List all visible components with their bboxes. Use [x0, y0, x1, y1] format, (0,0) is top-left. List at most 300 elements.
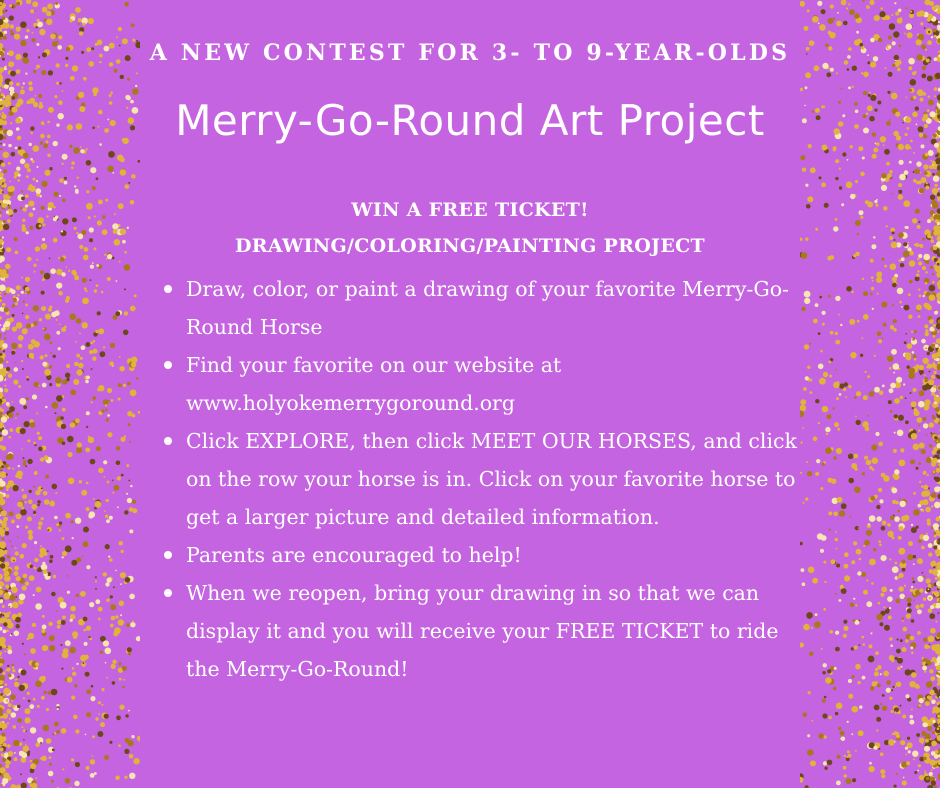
glitter-dot: [48, 107, 54, 113]
glitter-dot: [38, 447, 43, 452]
glitter-dot: [913, 354, 917, 358]
glitter-dot: [0, 285, 6, 292]
glitter-dot: [38, 526, 42, 530]
glitter-dot: [929, 422, 934, 427]
glitter-dot: [837, 428, 840, 431]
glitter-dot: [911, 652, 914, 655]
glitter-dot: [76, 232, 78, 234]
glitter-dot: [907, 603, 911, 607]
glitter-dot: [903, 777, 905, 779]
glitter-dot: [922, 666, 927, 671]
glitter-dot: [37, 166, 39, 168]
glitter-dot: [928, 609, 932, 613]
glitter-dot: [0, 657, 2, 659]
glitter-dot: [926, 578, 931, 583]
glitter-dot: [833, 512, 838, 517]
glitter-dot: [97, 40, 103, 46]
glitter-dot: [934, 87, 938, 91]
glitter-dot: [882, 338, 884, 340]
glitter-dot: [934, 311, 938, 315]
glitter-dot: [899, 301, 902, 304]
glitter-dot: [0, 113, 1, 115]
glitter-dot: [65, 513, 71, 519]
glitter-dot: [0, 43, 3, 48]
glitter-dot: [869, 644, 873, 648]
glitter-dot: [1, 93, 4, 96]
glitter-dot: [898, 45, 901, 48]
glitter-dot: [854, 124, 859, 129]
glitter-dot: [107, 119, 109, 121]
glitter-dot: [884, 67, 886, 69]
glitter-dot: [12, 669, 15, 672]
glitter-dot: [7, 130, 13, 136]
glitter-dot: [100, 351, 106, 357]
glitter-dot: [6, 361, 8, 363]
glitter-dot: [84, 247, 89, 252]
glitter-dot: [69, 647, 76, 654]
glitter-dot: [15, 118, 21, 124]
glitter-dot: [0, 764, 2, 767]
glitter-dot: [42, 238, 45, 241]
glitter-dot: [911, 338, 913, 340]
glitter-dot: [9, 541, 11, 543]
glitter-dot: [12, 96, 16, 100]
glitter-dot: [859, 210, 864, 215]
glitter-dot: [909, 251, 914, 256]
glitter-dot: [73, 147, 80, 154]
glitter-dot: [18, 344, 22, 348]
glitter-dot: [859, 620, 861, 622]
glitter-dot: [18, 465, 20, 467]
glitter-dot: [886, 225, 888, 227]
glitter-dot: [9, 181, 11, 183]
glitter-dot: [14, 682, 19, 687]
glitter-dot: [881, 182, 883, 184]
glitter-dot: [869, 766, 875, 772]
glitter-dot: [10, 122, 12, 124]
glitter-dot: [918, 254, 922, 258]
glitter-dot: [856, 549, 862, 555]
glitter-dot: [42, 223, 45, 226]
glitter-dot: [3, 350, 5, 352]
glitter-dot: [872, 308, 874, 310]
glitter-dot: [13, 560, 15, 562]
glitter-dot: [836, 448, 842, 454]
glitter-dot: [94, 248, 97, 251]
glitter-dot: [92, 396, 96, 400]
glitter-dot: [37, 504, 40, 507]
glitter-dot: [0, 557, 5, 562]
glitter-dot: [17, 502, 23, 508]
glitter-dot: [4, 651, 6, 653]
glitter-dot: [42, 625, 47, 630]
glitter-dot: [35, 490, 40, 495]
glitter-dot: [924, 27, 926, 29]
glitter-dot: [16, 27, 21, 32]
glitter-dot: [937, 419, 939, 421]
glitter-dot: [37, 500, 41, 504]
glitter-dot: [101, 704, 103, 706]
glitter-dot: [21, 360, 23, 362]
glitter-dot: [78, 363, 83, 368]
glitter-dot: [863, 395, 868, 400]
glitter-dot: [45, 475, 49, 479]
glitter-dot: [872, 457, 879, 464]
glitter-dot: [883, 606, 885, 608]
glitter-dot: [850, 352, 856, 358]
glitter-dot: [90, 696, 95, 701]
glitter-dot: [836, 72, 838, 74]
glitter-dot: [933, 324, 936, 327]
glitter-dot: [927, 219, 931, 223]
glitter-dot: [10, 32, 14, 36]
glitter-dot: [896, 377, 902, 383]
glitter-dot: [849, 319, 855, 325]
glitter-dot: [924, 746, 930, 752]
glitter-dot: [855, 416, 857, 418]
glitter-dot: [882, 521, 887, 526]
glitter-dot: [17, 179, 20, 182]
glitter-dot: [833, 17, 835, 19]
list-item: [160, 270, 800, 346]
glitter-dot: [104, 714, 109, 719]
glitter-dot: [905, 669, 911, 675]
glitter-dot: [876, 614, 883, 621]
bullet-dot-icon: [164, 589, 172, 597]
glitter-dot: [918, 288, 920, 290]
glitter-dot: [881, 774, 885, 778]
glitter-dot: [847, 55, 851, 59]
glitter-dot: [58, 35, 62, 39]
glitter-dot: [23, 82, 25, 84]
glitter-dot: [838, 314, 840, 316]
glitter-dot: [863, 114, 867, 118]
glitter-dot: [8, 703, 12, 707]
glitter-dot: [66, 575, 68, 577]
glitter-dot: [929, 644, 931, 646]
glitter-dot: [917, 417, 923, 423]
glitter-dot: [917, 225, 921, 229]
glitter-dot: [932, 28, 936, 32]
glitter-dot: [86, 190, 89, 193]
glitter-dot: [16, 525, 19, 528]
glitter-dot: [35, 743, 39, 747]
glitter-dot: [37, 705, 40, 708]
glitter-dot: [888, 35, 892, 39]
glitter-dot: [94, 215, 96, 217]
glitter-dot: [47, 550, 49, 552]
glitter-dot: [903, 383, 905, 385]
glitter-dot: [897, 18, 903, 24]
glitter-dot: [929, 597, 932, 600]
glitter-dot: [25, 717, 31, 723]
glitter-dot: [65, 299, 69, 303]
glitter-dot: [925, 348, 927, 350]
glitter-dot: [871, 582, 874, 585]
glitter-dot: [30, 727, 36, 733]
glitter-dot: [7, 649, 12, 654]
glitter-dot: [9, 87, 14, 92]
glitter-dot: [898, 194, 903, 199]
glitter-dot: [924, 379, 927, 382]
glitter-dot: [890, 383, 896, 389]
glitter-dot: [879, 391, 884, 396]
glitter-dot: [85, 342, 90, 347]
glitter-dot: [8, 206, 11, 209]
glitter-dot: [889, 388, 894, 393]
glitter-dot: [4, 84, 9, 89]
glitter-dot: [875, 651, 879, 655]
glitter-dot: [5, 764, 9, 768]
glitter-dot: [875, 432, 879, 436]
glitter-dot: [878, 339, 882, 343]
glitter-dot: [18, 385, 21, 388]
glitter-dot: [925, 282, 928, 285]
glitter-dot: [36, 43, 39, 46]
glitter-dot: [93, 498, 95, 500]
glitter-dot: [874, 705, 880, 711]
glitter-dot: [12, 468, 14, 470]
glitter-dot: [28, 201, 34, 207]
glitter-dot: [862, 157, 865, 160]
glitter-dot: [14, 34, 20, 40]
glitter-dot: [870, 95, 876, 101]
glitter-dot: [2, 672, 5, 675]
glitter-dot: [43, 569, 48, 574]
glitter-dot: [1, 736, 6, 741]
glitter-dot: [6, 629, 9, 632]
glitter-dot: [860, 354, 863, 357]
glitter-dot: [870, 293, 873, 296]
glitter-dot: [15, 547, 17, 549]
glitter-dot: [871, 276, 874, 279]
glitter-dot: [902, 122, 904, 124]
glitter-dot: [899, 174, 906, 181]
glitter-dot: [934, 660, 937, 663]
glitter-dot: [85, 290, 87, 292]
glitter-dot: [84, 287, 87, 290]
glitter-dot: [39, 553, 44, 558]
glitter-dot: [893, 372, 895, 374]
glitter-dot: [25, 204, 28, 207]
glitter-dot: [927, 109, 930, 112]
glitter-dot: [932, 706, 939, 713]
glitter-dot: [900, 594, 905, 599]
glitter-dot: [836, 703, 843, 710]
glitter-dot: [80, 149, 84, 153]
glitter-dot: [931, 375, 935, 379]
glitter-dot: [40, 545, 42, 547]
glitter-dot: [928, 379, 934, 385]
glitter-dot: [88, 18, 94, 24]
glitter-dot: [933, 532, 936, 535]
glitter-dot: [34, 341, 40, 347]
glitter-dot: [12, 666, 15, 669]
glitter-dot: [4, 321, 10, 327]
glitter-dot: [25, 526, 28, 529]
glitter-dot: [67, 452, 72, 457]
glitter-dot: [71, 161, 75, 165]
glitter-dot: [923, 114, 928, 119]
glitter-dot: [932, 161, 936, 165]
glitter-dot: [928, 100, 934, 106]
glitter-dot: [916, 685, 920, 689]
glitter-dot: [921, 339, 926, 344]
glitter-dot: [929, 690, 935, 696]
glitter-dot: [895, 562, 898, 565]
glitter-dot: [911, 672, 917, 678]
glitter-dot: [25, 501, 27, 503]
glitter-dot: [936, 323, 940, 329]
glitter-dot: [39, 29, 45, 35]
glitter-dot: [862, 278, 864, 280]
glitter-dot: [6, 367, 10, 371]
glitter-dot: [835, 159, 839, 163]
glitter-dot: [893, 319, 897, 323]
glitter-dot: [100, 722, 105, 727]
glitter-dot: [870, 259, 874, 263]
glitter-dot: [53, 206, 55, 208]
glitter-dot: [51, 592, 56, 597]
glitter-dot: [38, 56, 40, 58]
glitter-dot: [887, 531, 893, 537]
glitter-dot: [928, 31, 930, 33]
glitter-dot: [920, 22, 923, 25]
glitter-dot: [61, 272, 65, 276]
glitter-dot: [21, 291, 24, 294]
glitter-dot: [86, 712, 91, 717]
glitter-dot: [927, 364, 932, 369]
glitter-dot: [878, 488, 882, 492]
glitter-dot: [8, 480, 14, 486]
glitter-dot: [23, 739, 25, 741]
glitter-dot: [860, 216, 863, 219]
glitter-dot: [30, 126, 34, 130]
glitter-dot: [859, 558, 862, 561]
glitter-dot: [27, 692, 30, 695]
glitter-dot: [0, 148, 2, 150]
glitter-dot: [889, 367, 892, 370]
glitter-dot: [86, 148, 88, 150]
glitter-dot: [82, 23, 85, 26]
glitter-dot: [7, 186, 13, 192]
glitter-dot: [33, 178, 36, 181]
glitter-dot: [859, 705, 862, 708]
glitter-dot: [844, 575, 850, 581]
glitter-dot: [12, 304, 15, 307]
glitter-dot: [12, 602, 19, 609]
glitter-dot: [841, 588, 847, 594]
glitter-dot: [92, 127, 95, 130]
glitter-dot: [35, 603, 42, 610]
glitter-dot: [921, 144, 925, 148]
glitter-dot: [2, 723, 7, 728]
glitter-dot: [90, 773, 95, 778]
glitter-dot: [893, 31, 899, 37]
glitter-dot: [14, 367, 19, 372]
glitter-dot: [905, 7, 907, 9]
glitter-dot: [36, 412, 38, 414]
glitter-dot: [918, 401, 925, 408]
glitter-dot: [4, 385, 6, 387]
glitter-dot: [7, 372, 9, 374]
glitter-dot: [866, 601, 872, 607]
glitter-dot: [47, 135, 51, 139]
glitter-dot: [894, 707, 899, 712]
glitter-dot: [927, 234, 931, 238]
glitter-dot: [60, 602, 67, 609]
glitter-dot: [843, 620, 847, 624]
glitter-dot: [928, 636, 935, 643]
glitter-dot: [35, 95, 37, 97]
glitter-dot: [894, 711, 896, 713]
glitter-dot: [855, 750, 857, 752]
glitter-dot: [104, 46, 110, 52]
glitter-dot: [90, 167, 96, 173]
glitter-dot: [34, 444, 36, 446]
glitter-dot: [846, 182, 853, 189]
glitter-dot: [34, 700, 36, 702]
glitter-dot: [920, 98, 924, 102]
glitter-dot: [79, 106, 85, 112]
glitter-dot: [928, 150, 934, 156]
glitter-dot: [4, 550, 7, 553]
glitter-dot: [54, 516, 58, 520]
glitter-dot: [897, 658, 903, 664]
glitter-dot: [14, 566, 19, 571]
glitter-dot: [921, 485, 923, 487]
glitter-dot: [903, 515, 909, 521]
glitter-dot: [862, 472, 865, 475]
glitter-dot: [105, 515, 108, 518]
glitter-dot: [923, 358, 929, 364]
glitter-dot: [912, 351, 915, 354]
glitter-dot: [879, 11, 885, 17]
glitter-dot: [70, 424, 73, 427]
glitter-dot: [2, 187, 4, 189]
glitter-dot: [75, 7, 81, 13]
glitter-dot: [2, 112, 4, 114]
glitter-dot: [910, 636, 915, 641]
glitter-dot: [4, 571, 9, 576]
glitter-dot: [933, 362, 935, 364]
glitter-dot: [853, 598, 855, 600]
glitter-dot: [106, 499, 109, 502]
glitter-dot: [41, 243, 47, 249]
glitter-dot: [70, 619, 73, 622]
glitter-dot: [916, 161, 921, 166]
glitter-dot: [40, 141, 44, 145]
glitter-dot: [876, 505, 880, 509]
glitter-dot: [52, 749, 55, 752]
glitter-dot: [929, 285, 936, 292]
glitter-dot: [887, 523, 891, 527]
glitter-dot: [76, 123, 83, 130]
glitter-dot: [922, 66, 926, 70]
glitter-dot: [932, 731, 935, 734]
glitter-dot: [8, 511, 13, 516]
glitter-dot: [106, 418, 109, 421]
glitter-dot: [881, 526, 886, 531]
glitter-dot: [24, 421, 30, 427]
glitter-dot: [59, 178, 64, 183]
instructions-list: [160, 270, 800, 688]
glitter-dot: [876, 142, 880, 146]
glitter-dot: [911, 577, 914, 580]
glitter-dot: [931, 505, 933, 507]
glitter-dot: [57, 708, 59, 710]
glitter-dot: [11, 712, 17, 718]
